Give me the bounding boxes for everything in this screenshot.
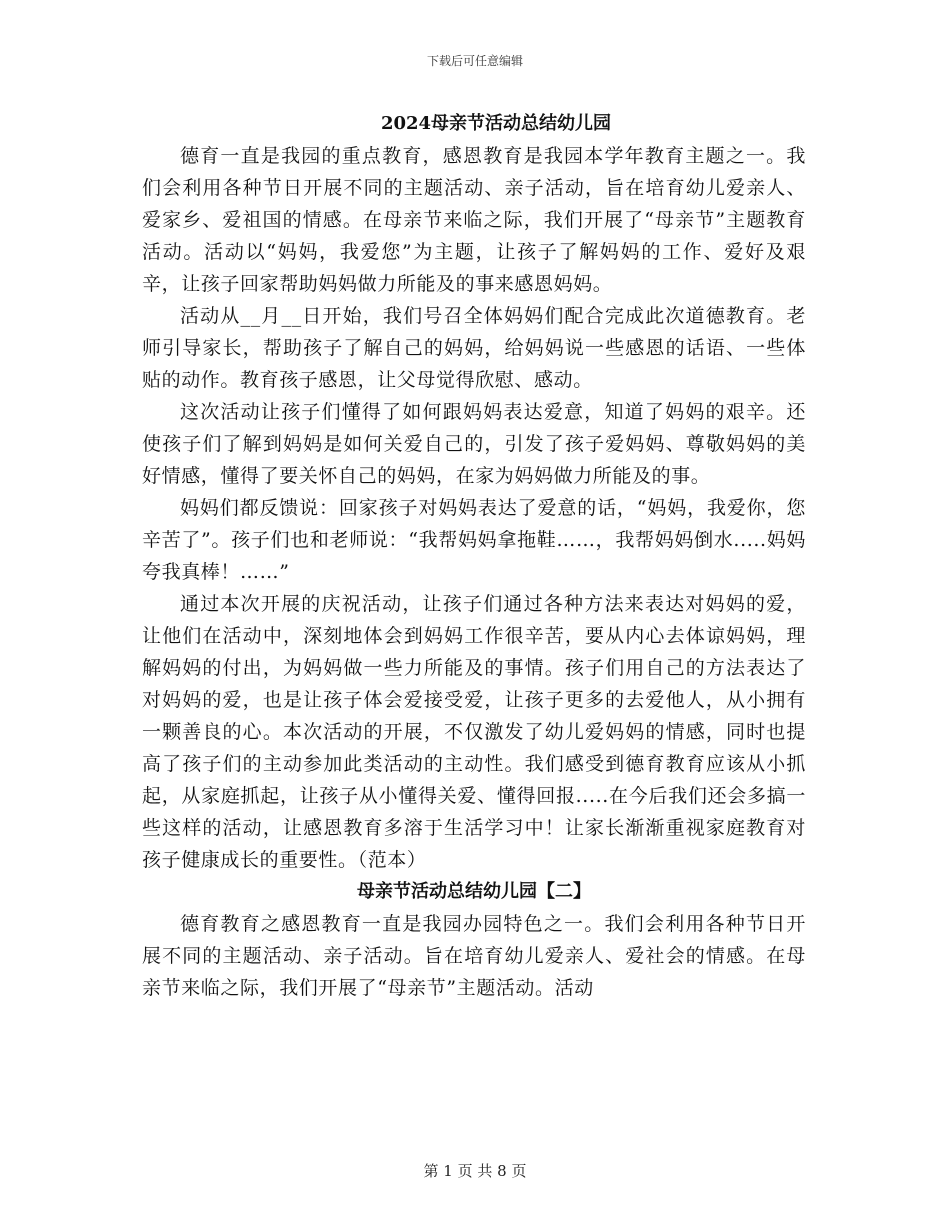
paragraph-4: 妈妈们都反馈说：回家孩子对妈妈表达了爱意的话，“妈妈，我爱你，您辛苦了”。孩子们也和老师说：“我帮妈妈拿拖鞋……，我帮妈妈倒水.....妈妈夸我真棒！……” bbox=[142, 497, 806, 583]
document-title: 2024母亲节活动总结幼儿园 bbox=[380, 113, 612, 134]
paragraph-5: 通过本次开展的庆祝活动，让孩子们通过各种方法来表达对妈妈的爱，让他们在活动中，深刻地体会到妈妈工作很辛苦，要从内心去体谅妈妈，理解妈妈的付出，为妈妈做一些力所能及的事情。孩子们用自己的方法表达了对妈妈的爱，也是让孩子体会爱接受爱，让孩子更多的去爱他人，从小拥有一颗善良的心。本次活动的开展，不仅激发了幼儿爱妈妈的情感，同时也提高了孩子们的主动参加此类活动的主动性。我们感受到德育教育应该从小抓起，从家庭抓起，让孩子从小懂得关爱、懂得回报.....在今后我们还会多搞一些这样的活动，让感恩教育多溶于生活学习中！让家长渐渐重视家庭教育对孩子健康成长的重要性。（范本） bbox=[142, 593, 806, 871]
paragraph-3: 这次活动让孩子们懂得了如何跟妈妈表达爱意，知道了妈妈的艰辛。还使孩子们了解到妈妈是如何关爱自己的，引发了孩子爱妈妈、尊敬妈妈的美好情感，懂得了要关怀自己的妈妈，在家为妈妈做力所能及的事。 bbox=[142, 401, 806, 487]
header-note: 下载后可任意编辑 bbox=[426, 54, 523, 68]
section-2-title: 母亲节活动总结幼儿园【二】 bbox=[357, 881, 591, 902]
document-body bbox=[142, 108, 806, 1004]
paragraph-1: 德育一直是我园的重点教育，感恩教育是我园本学年教育主题之一。我们会利用各种节日开展不同的主题活动、亲子活动，旨在培育幼儿爱亲人、爱家乡、爱祖国的情感。在母亲节来临之际，我们开展了“母亲节”主题教育活动。活动以“妈妈，我爱您”为主题，让孩子了解妈妈的工作、爱好及艰辛，让孩子回家帮助妈妈做力所能及的事来感恩妈妈。 bbox=[142, 145, 806, 295]
section-2-paragraph-1: 德育教育之感恩教育一直是我园办园特色之一。我们会利用各种节日开展不同的主题活动、亲子活动。旨在培育幼儿爱亲人、爱社会的情感。在母亲节来临之际，我们开展了“母亲节”主题活动。活动 bbox=[142, 913, 806, 999]
page-indicator: 第 1 页 共 8 页 bbox=[423, 1162, 527, 1180]
paragraph-2: 活动从__月__日开始，我们号召全体妈妈们配合完成此次道德教育。老师引导家长，帮助孩子了解自己的妈妈，给妈妈说一些感恩的话语、一些体贴的动作。教育孩子感恩，让父母觉得欣慰、感动。 bbox=[142, 305, 806, 391]
